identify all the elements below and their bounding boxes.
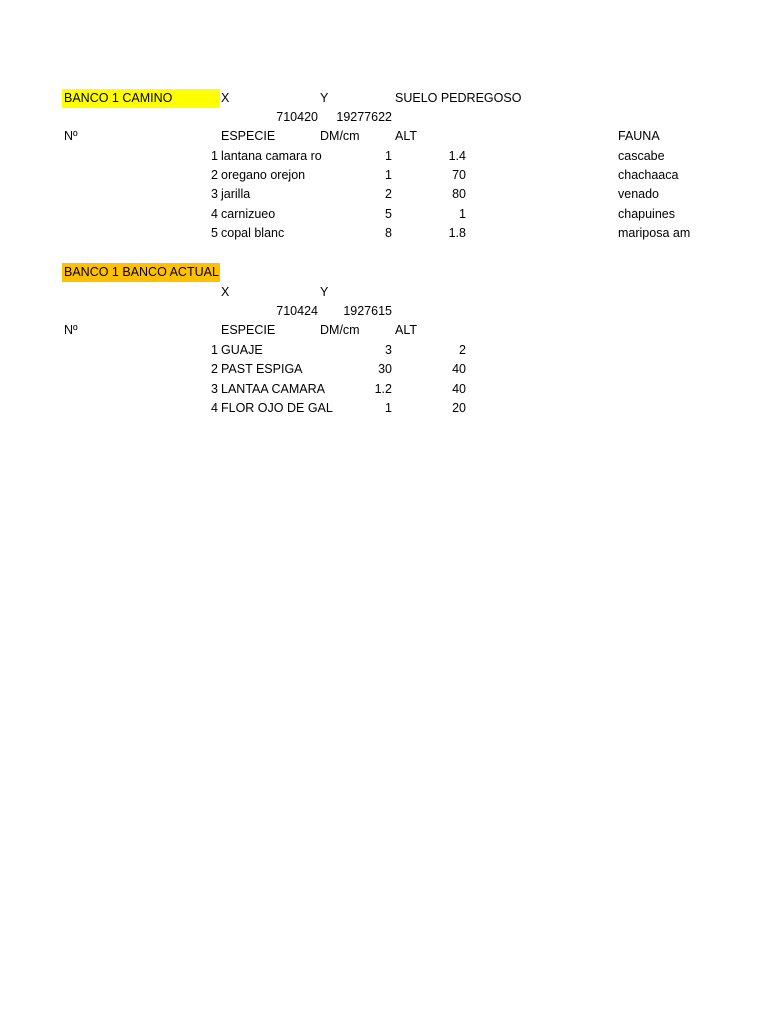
section2-row-n: 3 xyxy=(211,382,218,396)
section2-row-especie: GUAJE xyxy=(221,343,263,357)
section1-row-n: 1 xyxy=(211,149,218,163)
section1-row-dm: 5 xyxy=(385,207,392,221)
section1-header-alt: ALT xyxy=(395,129,417,143)
section2-row-especie: FLOR OJO DE GAL xyxy=(221,401,333,415)
section1-row-n: 4 xyxy=(211,207,218,221)
section1-row-dm: 2 xyxy=(385,187,392,201)
section1-header-especie: ESPECIE xyxy=(221,129,276,143)
section2-row-dm: 30 xyxy=(378,362,392,376)
section1-row-fauna: mariposa am xyxy=(618,226,691,240)
section1-title: BANCO 1 CAMINO xyxy=(62,89,220,108)
section1-soil-label: SUELO PEDREGOSO xyxy=(395,91,522,105)
section1-row-fauna: chapuines xyxy=(618,207,675,221)
section2-row-dm: 1 xyxy=(385,401,392,415)
section1-y-value: 19277622 xyxy=(336,110,392,124)
section2-row-n: 1 xyxy=(211,343,218,357)
section1-row-n: 5 xyxy=(211,226,218,240)
section1-row-n: 3 xyxy=(211,187,218,201)
section2-header-especie: ESPECIE xyxy=(221,323,276,337)
section2-row-n: 4 xyxy=(211,401,218,415)
section1-row-alt: 1.4 xyxy=(448,149,466,163)
section1-x-label: X xyxy=(221,91,230,105)
section2-row-especie: PAST ESPIGA xyxy=(221,362,303,376)
section1-row-especie: carnizueo xyxy=(221,207,276,221)
section1-header-fauna: FAUNA xyxy=(618,129,660,143)
section2-header-alt: ALT xyxy=(395,323,417,337)
section2-header-n: Nº xyxy=(64,323,78,337)
section2-y-label: Y xyxy=(320,285,329,299)
section1-row-alt: 70 xyxy=(452,168,466,182)
section2-title: BANCO 1 BANCO ACTUAL xyxy=(62,263,220,282)
section2-x-value: 710424 xyxy=(276,304,318,318)
section1-header-dm: DM/cm xyxy=(320,129,360,143)
section1-row-fauna: venado xyxy=(618,187,660,201)
section1-x-value: 710420 xyxy=(276,110,318,124)
section2-row-alt: 40 xyxy=(452,362,466,376)
section2-x-label: X xyxy=(221,285,230,299)
section2-header-dm: DM/cm xyxy=(320,323,360,337)
section2-row-alt: 40 xyxy=(452,382,466,396)
section1-header-n: Nº xyxy=(64,129,78,143)
section1-row-fauna: cascabe xyxy=(618,149,665,163)
section1-row-dm: 1 xyxy=(385,168,392,182)
section2-row-dm: 1.2 xyxy=(374,382,392,396)
section2-row-dm: 3 xyxy=(385,343,392,357)
section2-row-alt: 2 xyxy=(459,343,466,357)
section1-row-fauna: chachaaca xyxy=(618,168,679,182)
section1-row-dm: 8 xyxy=(385,226,392,240)
section1-row-alt: 80 xyxy=(452,187,466,201)
section1-row-especie: lantana camara ro xyxy=(221,149,322,163)
section1-row-especie: jarilla xyxy=(221,187,251,201)
section2-row-n: 2 xyxy=(211,362,218,376)
section1-y-label: Y xyxy=(320,91,329,105)
section2-y-value: 1927615 xyxy=(343,304,392,318)
section1-row-especie: copal blanc xyxy=(221,226,285,240)
section1-row-alt: 1.8 xyxy=(448,226,466,240)
section1-row-especie: oregano orejon xyxy=(221,168,306,182)
section1-row-alt: 1 xyxy=(459,207,466,221)
section2-row-especie: LANTAA CAMARA xyxy=(221,382,325,396)
section1-row-n: 2 xyxy=(211,168,218,182)
section1-row-dm: 1 xyxy=(385,149,392,163)
section2-row-alt: 20 xyxy=(452,401,466,415)
